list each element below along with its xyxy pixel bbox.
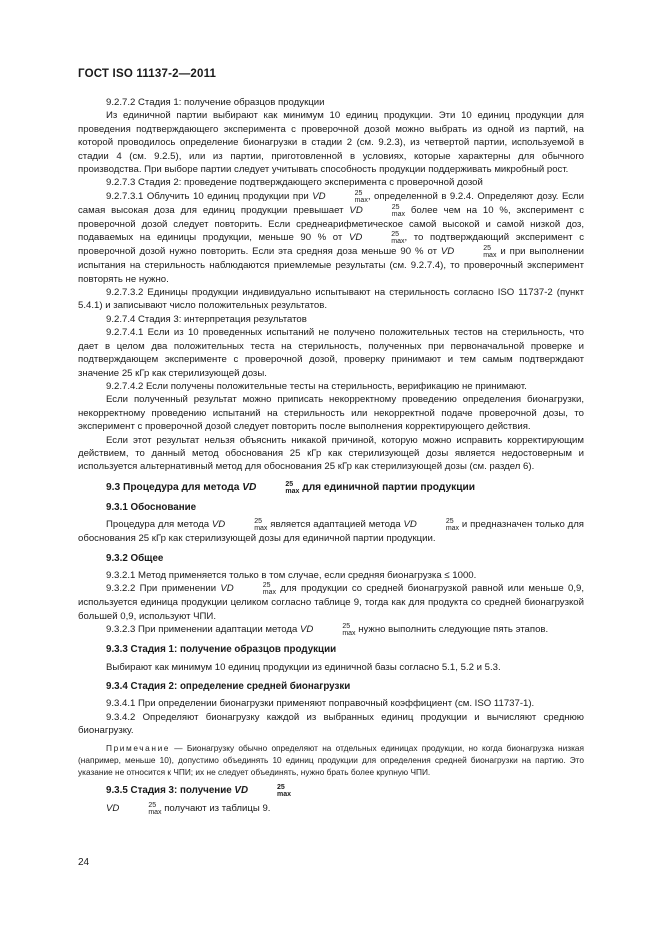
section-9-3-1-heading: 9.3.1 Обоснование — [106, 501, 197, 513]
para-9-2-7-3-1: 9.2.7.3.1 Облучить 10 единиц продукции при VD 25 max , определенной в 9.2.4. Определяют дозу. Если самая высокая доза для единиц продукции превышает VD 25 max более чем на 10 %, эксперимент с проверочной дозой следует повторить. Если среднеарифметическое самой высокой и самой низкой доз, подаваемых на единицы продукции, меньше 90 % от VD 25 max , то подтверждающий эксперимент с проверочной дозой нужно повторить. Если эта средняя доза меньше 90 % от VD 25 max и при выполнении испытания на стерильность наблюдаются приемлемые результаты (см. 9.2.7.4), то проверочный эксперимент повторять не нужно. — [78, 189, 584, 285]
para-9-2-7-4-1: 9.2.7.4.1 Если из 10 проведенных испытаний не получено положительных тестов на стерильность, что дает в целом два положительных теста на стерильность, полученных при первоначальной проверке и подтверждающем эксперименте с проверочной дозой, проверку принимают и тем самым подтверждают значение 25 кГр как стерилизующей дозы. — [78, 327, 584, 379]
para-9-3-2-3: 9.3.2.3 При применении адаптации метода VD 25 max нужно выполнить следующие пять этапов. — [106, 623, 549, 638]
vd-max-symbol: VD 25 max — [440, 245, 497, 260]
para-9-3-5: VD 25 max получают из таблицы 9. — [106, 801, 271, 816]
section-9-3-5-heading: 9.3.5 Стадия 3: получение VD 25 max — [106, 783, 292, 798]
para-9-2-7-4-2: 9.2.7.4.2 Если получены положительные тесты на стерильность, верификацию не принимают. — [106, 380, 527, 392]
vd-max-symbol: VD 25 max — [312, 189, 368, 204]
para-9-3-1: Процедура для метода VD 25 max является адаптацией метода VD 25 max и предназначен только для обоснования 25 кГр как стерилизующей дозы для единичной партии продукции. — [78, 518, 584, 545]
para-9-3-2-2: 9.3.2.2 При применении VD 25 max для продукции со средней бионагрузкой равной или меньше 0,9, используется единица продукции целиком согласно таблице 9, тогда как для продукта со средней бионагрузкой большей 0,9, используют ЧПИ. — [78, 582, 584, 622]
note-paragraph: Примечание — Бионагрузку обычно определяют на отдельных единицах продукции, но когда бионагрузка низкая (например, меньше 10), допустимо объединять 10 единиц продукции для определения средней бионагрузки на партию. Это указание не относится к ЧПИ; их не следует объединять, нужно брать более крупную ЧПИ. — [78, 742, 584, 777]
section-9-3-4-heading: 9.3.4 Стадия 2: определение средней бионагрузки — [106, 681, 351, 692]
para-9-3-4-2: 9.3.4.2 Определяют бионагрузку каждой из выбранных единиц продукции и вычисляют среднюю бионагрузку. — [78, 711, 584, 737]
section-9-3-2-heading: 9.3.2 Общее — [106, 552, 164, 564]
para-9-2-7-2: 9.2.7.2 Стадия 1: получение образцов продукции — [106, 97, 325, 108]
vd-max-symbol: VD 25 max — [242, 480, 300, 495]
para-9-2-7-4: 9.2.7.4 Стадия 3: интерпретация результатов — [106, 313, 307, 325]
vd-max-symbol: VD 25 max — [299, 623, 356, 638]
vd-max-symbol: VD 25 max — [211, 518, 268, 533]
section-9-3-3-heading: 9.3.3 Стадия 1: получение образцов продукции — [106, 644, 337, 656]
vd-max-symbol: VD 25 max — [220, 582, 276, 597]
document-body — [78, 96, 584, 816]
para-9-3-3: Выбирают как минимум 10 единиц продукции из единичной базы согласно 5.1, 5.2 и 5.3. — [106, 661, 501, 673]
para-alternative-method: Если этот результат нельзя объяснить никакой причиной, которую можно исправить корректирующим действием, то данный метод обоснования 25 кГр как стерилизующей дозы является недостоверным и используется альтернативный метод для обоснования 25 кГр как стерилизующей дозы (см. раздел 6). — [78, 434, 584, 473]
para-stage1-text: Из единичной партии выбирают как минимум 10 единиц продукции. Эти 10 единиц продукции для проведения подтверждающего эксперимента с проверочной дозой можно выбрать из одной из партий, на которой проводилось определение бионагрузки в стадии 2 (см. 9.2.3), из четвертой партии, используемой в стадии 4 (см. 9.2.5), или из партии, приготовленной в условиях, которые характерны для обычного производства. При выборе партии следует учитывать способность продукции поддерживать микробный рост. — [78, 110, 584, 176]
document-header: ГОСТ ISO 11137-2—2011 — [78, 68, 217, 80]
vd-max-symbol: VD 25 max — [349, 203, 405, 218]
vd-max-symbol: VD 25 max — [348, 231, 405, 246]
vd-max-symbol: VD 25 max — [106, 801, 162, 816]
para-9-3-2-1: 9.3.2.1 Метод применяется только в том случае, если средняя бионагрузка ≤ 1000. — [106, 569, 477, 581]
section-9-3-heading: 9.3 Процедура для метода VD 25 max для единичной партии продукции — [106, 480, 475, 495]
para-9-3-4-1: 9.3.4.1 При определении бионагрузки применяют поправочный коэффициент (см. ISO 11737-1). — [106, 698, 535, 710]
para-9-2-7-3-2: 9.2.7.3.2 Единицы продукции индивидуально испытывают на стерильность согласно ISO 11737-2 (пункт 5.4.1) и записывают число положительных результатов. — [78, 287, 584, 312]
para-9-2-7-3: 9.2.7.3 Стадия 2: проведение подтверждающего эксперимента с проверочной дозой — [106, 177, 483, 189]
vd-max-symbol: VD 25 max — [234, 783, 292, 798]
vd-max-symbol: VD 25 max — [403, 518, 460, 533]
note-label: Примечание — [106, 742, 171, 753]
page-number: 24 — [78, 857, 90, 868]
para-repeat-test: Если полученный результат можно приписать некорректному проведению определения бионагрузки, некорректному проведению испытаний на стерильность или некорректной подаче проверочной дозы, то эксперимент с проверочной дозой следует повторить после выполнения корректирующего действия. — [78, 394, 584, 433]
